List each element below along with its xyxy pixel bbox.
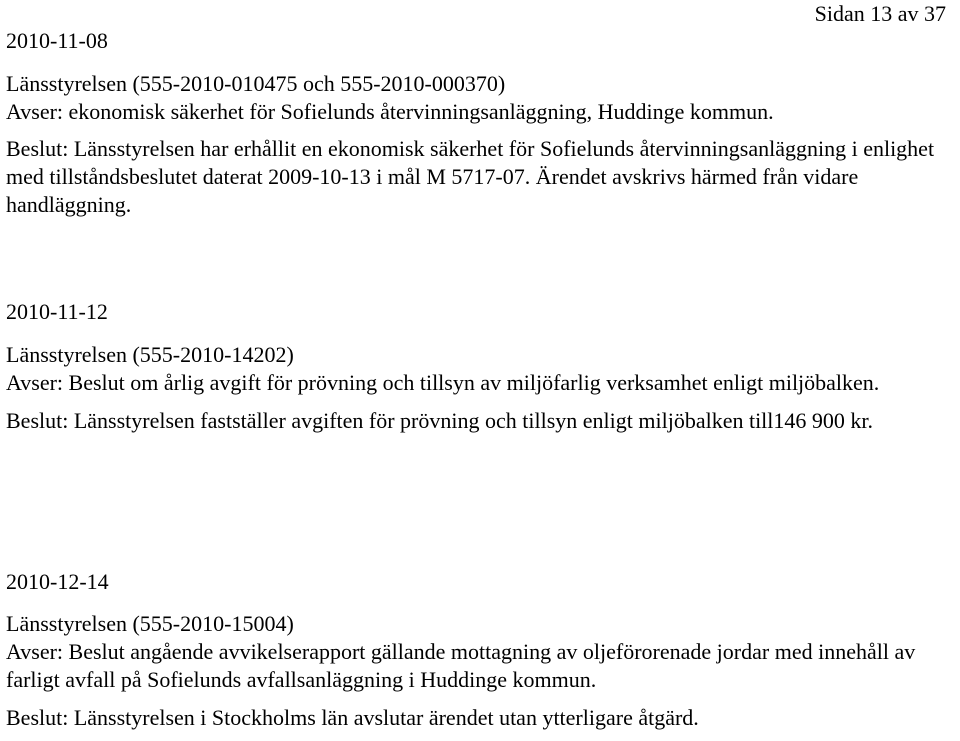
entry-decision: Beslut: Länsstyrelsen har erhållit en ekonomisk säkerhet för Sofielunds återvinningsanläggning i enlighet med tillståndsbeslutet daterat 2009-10-13 i mål M 5717-07. Ärendet avskrivs härmed från vidare handläggning. [6,136,935,217]
entry-date: 2010-12-14 [6,569,109,594]
decision-entry [6,27,951,219]
entry-decision: Beslut: Länsstyrelsen fastställer avgiften för prövning och tillsyn enligt miljöbalken till146 900 kr. [6,408,874,433]
decision-entry [6,568,951,732]
entry-authority: Länsstyrelsen (555-2010-15004) [6,611,294,636]
entry-authority: Länsstyrelsen (555-2010-14202) [6,342,294,367]
entry-subject: Avser: ekonomisk säkerhet för Sofielunds återvinningsanläggning, Huddinge kommun. [6,99,774,124]
entry-decision: Beslut: Länsstyrelsen i Stockholms län avslutar ärendet utan ytterligare åtgärd. [6,705,699,730]
entry-date: 2010-11-12 [6,299,108,324]
entry-date: 2010-11-08 [6,28,108,53]
entry-subject: Avser: Beslut om årlig avgift för prövning och tillsyn av miljöfarlig verksamhet enligt miljöbalken. [6,370,880,395]
entry-subject: Avser: Beslut angående avvikelserapport gällande mottagning av oljeförorenade jordar med innehåll av farligt avfall på Sofielunds avfallsanläggning i Huddinge kommun. [6,639,916,692]
page-number: Sidan 13 av 37 [814,1,946,26]
entry-authority: Länsstyrelsen (555-2010-010475 och 555-2010-000370) [6,71,506,96]
decision-entry [6,298,951,435]
